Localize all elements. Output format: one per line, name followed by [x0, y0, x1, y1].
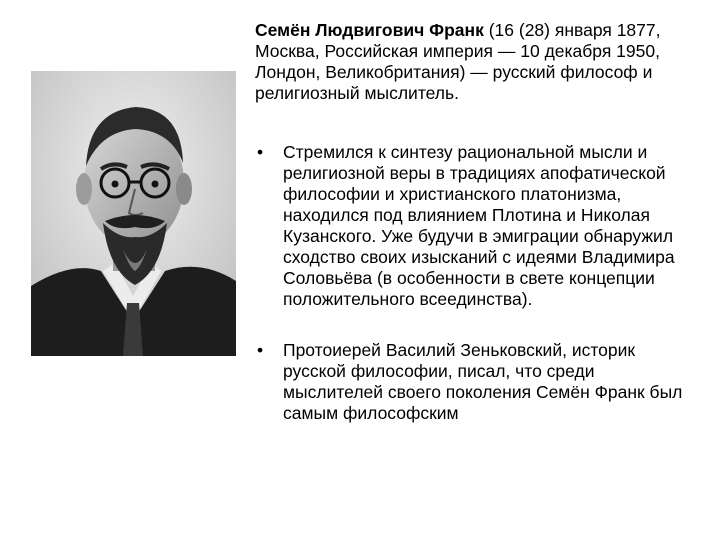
bullet-item — [255, 142, 695, 310]
intro-paragraph — [255, 20, 695, 104]
bullet-item — [255, 340, 695, 424]
bullet-icon: • — [257, 340, 264, 360]
portrait-illustration — [31, 71, 236, 356]
bullet-text: Стремился к синтезу рациональной мысли и религиозной веры в традициях апофатической философии и христианского платонизма, находился под влиянием Плотина и Николая Кузанского. Уже будучи в эмиграции обнаружил сходство своих изысканий с идеями Владимира Соловьёва (в особенности в свете концепции положительного всеединства). — [283, 142, 675, 309]
person-name: Семён Людвигович Франк — [255, 20, 484, 40]
bullet-text: Протоиерей Василий Зеньковский, историк русской философии, писал, что среди мыслителей своего поколения Семён Франк был самым философским — [283, 340, 683, 423]
intro-text: (16 (28) января 1877, Москва, Российская империя — 10 декабря 1950, Лондон, Великобритания) — русский философ и религиозный мыслитель. — [255, 20, 661, 103]
bullet-icon: • — [257, 142, 264, 162]
bullet-list — [255, 142, 695, 424]
portrait-photo — [31, 71, 236, 356]
